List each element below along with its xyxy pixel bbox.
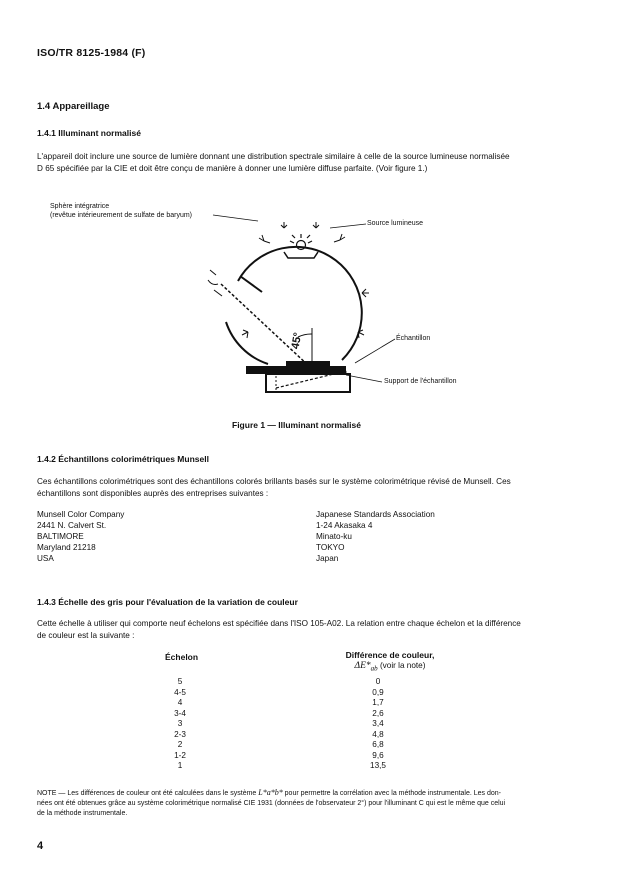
address-line: TOKYO — [316, 543, 345, 552]
spacer-cell — [200, 730, 358, 741]
address-line: Japanese Standards Association — [316, 510, 435, 519]
section-1-4-1-title: 1.4.1 Illuminant normalisé — [37, 128, 141, 138]
sample — [286, 361, 330, 367]
angle-label: 45° — [289, 331, 305, 351]
note-line-3: de la méthode instrumentale. — [37, 810, 128, 817]
document-id-header: ISO/TR 8125-1984 (F) — [37, 47, 146, 59]
grey-scale-table — [160, 677, 398, 772]
paragraph-line: D 65 spécifiée par la CIE et doit être conçu de manière à donner une lumière diffuse parfaite. (Voir figure 1.) — [37, 163, 428, 173]
step-cell: 5 — [177, 677, 183, 686]
address-jsa — [316, 509, 435, 564]
see-note-text: (voir la note) — [379, 661, 426, 670]
difference-cell: 0,9 — [372, 687, 384, 697]
spacer-cell — [200, 698, 358, 709]
step-cell: 1-2 — [174, 750, 186, 760]
address-line: Maryland 21218 — [37, 543, 96, 552]
address-line: USA — [37, 554, 54, 563]
step-cell: 3-4 — [174, 708, 186, 718]
page-number: 4 — [37, 840, 44, 852]
table-row — [160, 761, 398, 772]
address-line: Minato-ku — [316, 532, 352, 541]
difference-cell: 1,7 — [372, 698, 384, 707]
delta-e-subscript: ab — [370, 664, 378, 673]
spacer-cell — [200, 761, 358, 772]
difference-header-line2 — [330, 661, 450, 673]
note-text: NOTE — Les différences de couleur ont été calculées dans le système — [37, 790, 259, 797]
figure-label-source: Source lumineuse — [367, 220, 424, 227]
reflection-arrows — [242, 222, 369, 338]
note-formula: L*a*b* — [258, 788, 283, 797]
spacer-cell — [200, 751, 358, 762]
spacer-cell — [200, 709, 358, 720]
figure-1-caption: Figure 1 — Illuminant normalisé — [232, 420, 361, 430]
paragraph-line: échantillons sont disponibles auprès des entreprises suivantes : — [37, 488, 269, 498]
address-line: Munsell Color Company — [37, 510, 125, 519]
address-line: Japan — [316, 554, 339, 563]
sphere-label-line2: (revêtue intérieurement de sulfate de baryum) — [50, 211, 193, 219]
step-cell: 4 — [177, 698, 183, 707]
viewing-ray — [221, 284, 312, 367]
address-line: 2441 N. Calvert St. — [37, 521, 107, 530]
sphere-label-line1: Sphère intégratrice — [50, 203, 110, 210]
figure-label-sample: Échantillon — [396, 335, 431, 342]
table-row — [160, 719, 398, 730]
difference-cell: 6,8 — [372, 740, 384, 749]
difference-cell: 2,6 — [372, 708, 384, 718]
address-line: 1-24 Akasaka 4 — [316, 521, 373, 530]
paragraph-line: Cette échelle à utiliser qui comporte neuf échelons est spécifiée dans l'ISO 105-A02. La relation entre chaque échelon et la différence — [37, 619, 521, 628]
section-1-4-2-title: 1.4.2 Échantillons colorimétriques Munsell — [37, 454, 209, 464]
table-row — [160, 709, 398, 720]
difference-cell: 3,4 — [372, 719, 384, 728]
table-note — [37, 788, 602, 819]
difference-cell: 4,8 — [372, 729, 384, 739]
sample-support — [246, 361, 350, 392]
paragraph-line: de couleur est la suivante : — [37, 630, 135, 640]
figure-label-support: Support de l'échantillon — [384, 378, 457, 385]
table-row — [160, 688, 398, 699]
section-1-4-title: 1.4 Appareillage — [37, 101, 110, 112]
table-header-step: Échelon — [165, 652, 199, 662]
table-row — [160, 740, 398, 751]
table-row — [160, 677, 398, 688]
difference-cell: 9,6 — [372, 750, 384, 760]
section-1-4-2-paragraph — [37, 476, 597, 499]
difference-cell: 13,5 — [370, 761, 386, 770]
table-row — [160, 751, 398, 762]
address-line: BALTIMORE — [37, 532, 84, 541]
paragraph-line: L'appareil doit inclure une source de lumière donnant une distribution spectrale similaire à celle de la source lumineuse normalisée — [37, 152, 510, 161]
spacer-cell — [200, 719, 358, 730]
spacer-cell — [200, 688, 358, 699]
paragraph-line: Ces échantillons colorimétriques sont des échantillons colorés brillants basés sur le système colorimétrique révisé de Munsell. Ces — [37, 477, 511, 486]
step-cell: 2-3 — [174, 729, 186, 739]
step-cell: 4-5 — [174, 687, 186, 697]
note-line-2: nées ont été obtenues grâce au système colorimétrique normalisé CIE 1931 (données de l'observateur 2°) pour l'illuminant C qui est le même que celui — [37, 800, 506, 807]
section-1-4-3-title: 1.4.3 Échelle des gris pour l'évaluation de la variation de couleur — [37, 597, 298, 607]
table-header-difference — [330, 650, 450, 673]
difference-cell: 0 — [375, 677, 381, 686]
difference-header-line1: Différence de couleur, — [345, 650, 435, 660]
table-row — [160, 730, 398, 741]
step-cell: 3 — [177, 719, 183, 728]
note-line-1 — [37, 788, 602, 799]
spacer-cell — [200, 677, 358, 688]
spacer-cell — [200, 740, 358, 751]
section-1-4-3-paragraph — [37, 618, 597, 641]
step-cell: 2 — [177, 740, 183, 749]
light-source-icon — [284, 234, 318, 258]
delta-e-symbol: ΔE* — [354, 661, 371, 671]
table-row — [160, 698, 398, 709]
address-munsell — [37, 509, 124, 564]
note-text: pour permettre la corrélation avec la méthode instrumentale. Les don- — [282, 790, 502, 797]
baffle — [240, 276, 262, 292]
eye-icon — [208, 270, 222, 296]
step-cell: 1 — [177, 761, 183, 770]
